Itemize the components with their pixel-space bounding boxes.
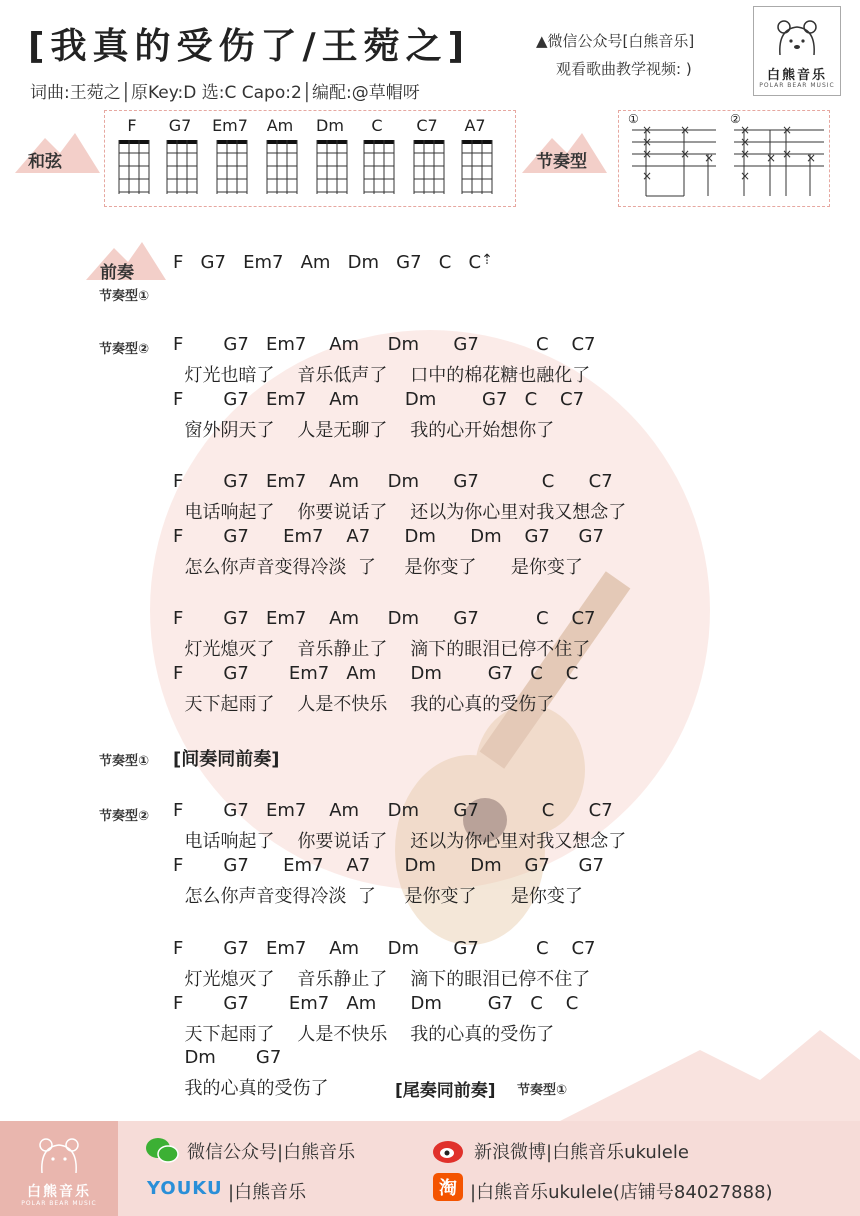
chord-line: F G7 Em7 Am Dm G7 C C <box>173 663 579 684</box>
chord-label: 和弦 <box>28 152 62 172</box>
rhythm-2-label: 节奏型② <box>99 342 150 357</box>
rhythm-2-label-2: 节奏型② <box>99 809 150 824</box>
svg-text:×: × <box>642 135 653 149</box>
lyric-line: 灯光熄灭了 音乐静止了 滴下的眼泪已停不住了 <box>173 969 591 990</box>
wechat-note: ▲微信公众号[白熊音乐] <box>536 32 695 50</box>
chord-diagram <box>412 138 446 196</box>
chord-line: F G7 Em7 A7 Dm Dm G7 G7 <box>173 855 604 876</box>
svg-text:×: × <box>766 151 777 165</box>
chord-line: F G7 Em7 A7 Dm Dm G7 G7 <box>173 526 604 547</box>
lyric-line: 灯光熄灭了 音乐静止了 滴下的眼泪已停不住了 <box>173 639 591 660</box>
footer-weibo: 新浪微博|白熊音乐ukulele <box>474 1142 689 1163</box>
footer-youku: |白熊音乐 <box>228 1182 307 1203</box>
footer-wechat: 微信公众号|白熊音乐 <box>187 1142 356 1163</box>
chord-line: F G7 Em7 Am Dm G7 C C7 <box>173 389 585 410</box>
outro-label: [尾奏同前奏] <box>395 1081 496 1101</box>
svg-text:×: × <box>642 169 653 183</box>
chord-diagram <box>165 138 199 196</box>
chord-name: C <box>371 116 383 135</box>
lyric-line: 怎么你声音变得冷淡 了 是你变了 是你变了 <box>173 886 583 907</box>
outro-rhythm-label: 节奏型① <box>517 1083 568 1098</box>
interlude-rhythm-label: 节奏型① <box>99 754 150 769</box>
svg-text:淘: 淘 <box>439 1178 457 1199</box>
chord-name: Dm <box>316 116 344 135</box>
chord-line: Dm G7 <box>173 1047 282 1068</box>
lyric-line: 我的心真的受伤了 <box>173 1078 329 1099</box>
chord-line: F G7 Em7 Am Dm G7 C C7 <box>173 938 596 959</box>
chord-diagram <box>362 138 396 196</box>
chord-line: F G7 Em7 Am Dm G7 C C7 <box>173 471 613 492</box>
chord-line: F G7 Em7 Am Dm G7 C C7 <box>173 608 596 629</box>
svg-text:×: × <box>782 147 793 161</box>
lyric-line: 窗外阴天了 人是无聊了 我的心开始想你了 <box>173 420 555 441</box>
chord-name: Am <box>266 116 294 135</box>
lyric-line: 天下起雨了 人是不快乐 我的心真的受伤了 <box>173 1024 555 1045</box>
lyric-line: 天下起雨了 人是不快乐 我的心真的受伤了 <box>173 694 555 715</box>
lyric-line: 怎么你声音变得冷淡 了 是你变了 是你变了 <box>173 557 583 578</box>
rhythm-pattern-1-label: ① <box>628 112 639 126</box>
song-title: [我真的受伤了/王菀之] <box>28 26 471 67</box>
chord-diagram <box>117 138 151 196</box>
svg-text:×: × <box>680 147 691 161</box>
footer-logo-name: 白熊音乐 <box>27 1184 91 1200</box>
youku-logo: YOUKU <box>147 1178 223 1199</box>
chord-name: C7 <box>416 116 438 135</box>
chord-name: Em7 <box>212 116 248 135</box>
chord-diagram <box>265 138 299 196</box>
strum-arrow-icon: ⇡ <box>481 252 493 268</box>
song-credits: 词曲:王菀之│原Key:D 选:C Capo:2│编配:@草帽呀 <box>30 83 420 103</box>
chord-diagram <box>315 138 349 196</box>
taobao-icon <box>432 1172 464 1202</box>
weibo-icon <box>432 1134 468 1164</box>
video-note: 观看歌曲教学视频: ) <box>556 60 692 78</box>
chord-name: G7 <box>168 116 192 135</box>
chord-name: F <box>127 116 137 135</box>
svg-text:×: × <box>740 169 751 183</box>
wechat-icon <box>145 1136 179 1164</box>
lyric-line: 灯光也暗了 音乐低声了 口中的棉花糖也融化了 <box>173 365 591 386</box>
rhythm-1-label: 节奏型① <box>99 289 150 304</box>
chord-diagram <box>215 138 249 196</box>
intro-label: 前奏 <box>100 263 134 283</box>
lyric-line: 电话响起了 你要说话了 还以为你心里对我又想念了 <box>173 502 627 523</box>
intro-chords: F G7 Em7 Am Dm G7 C C⇡ <box>173 252 493 273</box>
svg-text:×: × <box>806 151 817 165</box>
chord-line: F G7 Em7 Am Dm G7 C C7 <box>173 800 613 821</box>
rhythm-label: 节奏型 <box>536 152 587 172</box>
chord-line: F G7 Em7 Am Dm G7 C C <box>173 993 579 1014</box>
lyric-line: 电话响起了 你要说话了 还以为你心里对我又想念了 <box>173 831 627 852</box>
rhythm-pattern-2-label: ② <box>730 112 741 126</box>
svg-text:×: × <box>740 147 751 161</box>
brand-logo <box>753 6 841 96</box>
svg-text:×: × <box>740 123 751 137</box>
svg-text:×: × <box>642 147 653 161</box>
polar-bear-icon <box>772 15 822 60</box>
logo-name: 白熊音乐 <box>766 68 827 83</box>
svg-text:×: × <box>782 123 793 137</box>
interlude-label: [间奏同前奏] <box>173 749 280 770</box>
svg-text:×: × <box>704 151 715 165</box>
chord-name: A7 <box>464 116 486 135</box>
svg-text:×: × <box>642 123 653 137</box>
logo-subtitle: POLAR BEAR MUSIC <box>759 82 835 89</box>
footer-taobao: |白熊音乐ukulele(店铺号84027888) <box>470 1182 773 1203</box>
svg-text:×: × <box>740 135 751 149</box>
footer-logo-subtitle: POLAR BEAR MUSIC <box>21 1200 97 1207</box>
rhythm-pattern-diagrams <box>628 120 828 200</box>
chord-line: F G7 Em7 Am Dm G7 C C7 <box>173 334 596 355</box>
polar-bear-icon <box>34 1133 84 1178</box>
svg-text:×: × <box>680 123 691 137</box>
chord-diagram <box>460 138 494 196</box>
footer-logo <box>0 1121 118 1216</box>
